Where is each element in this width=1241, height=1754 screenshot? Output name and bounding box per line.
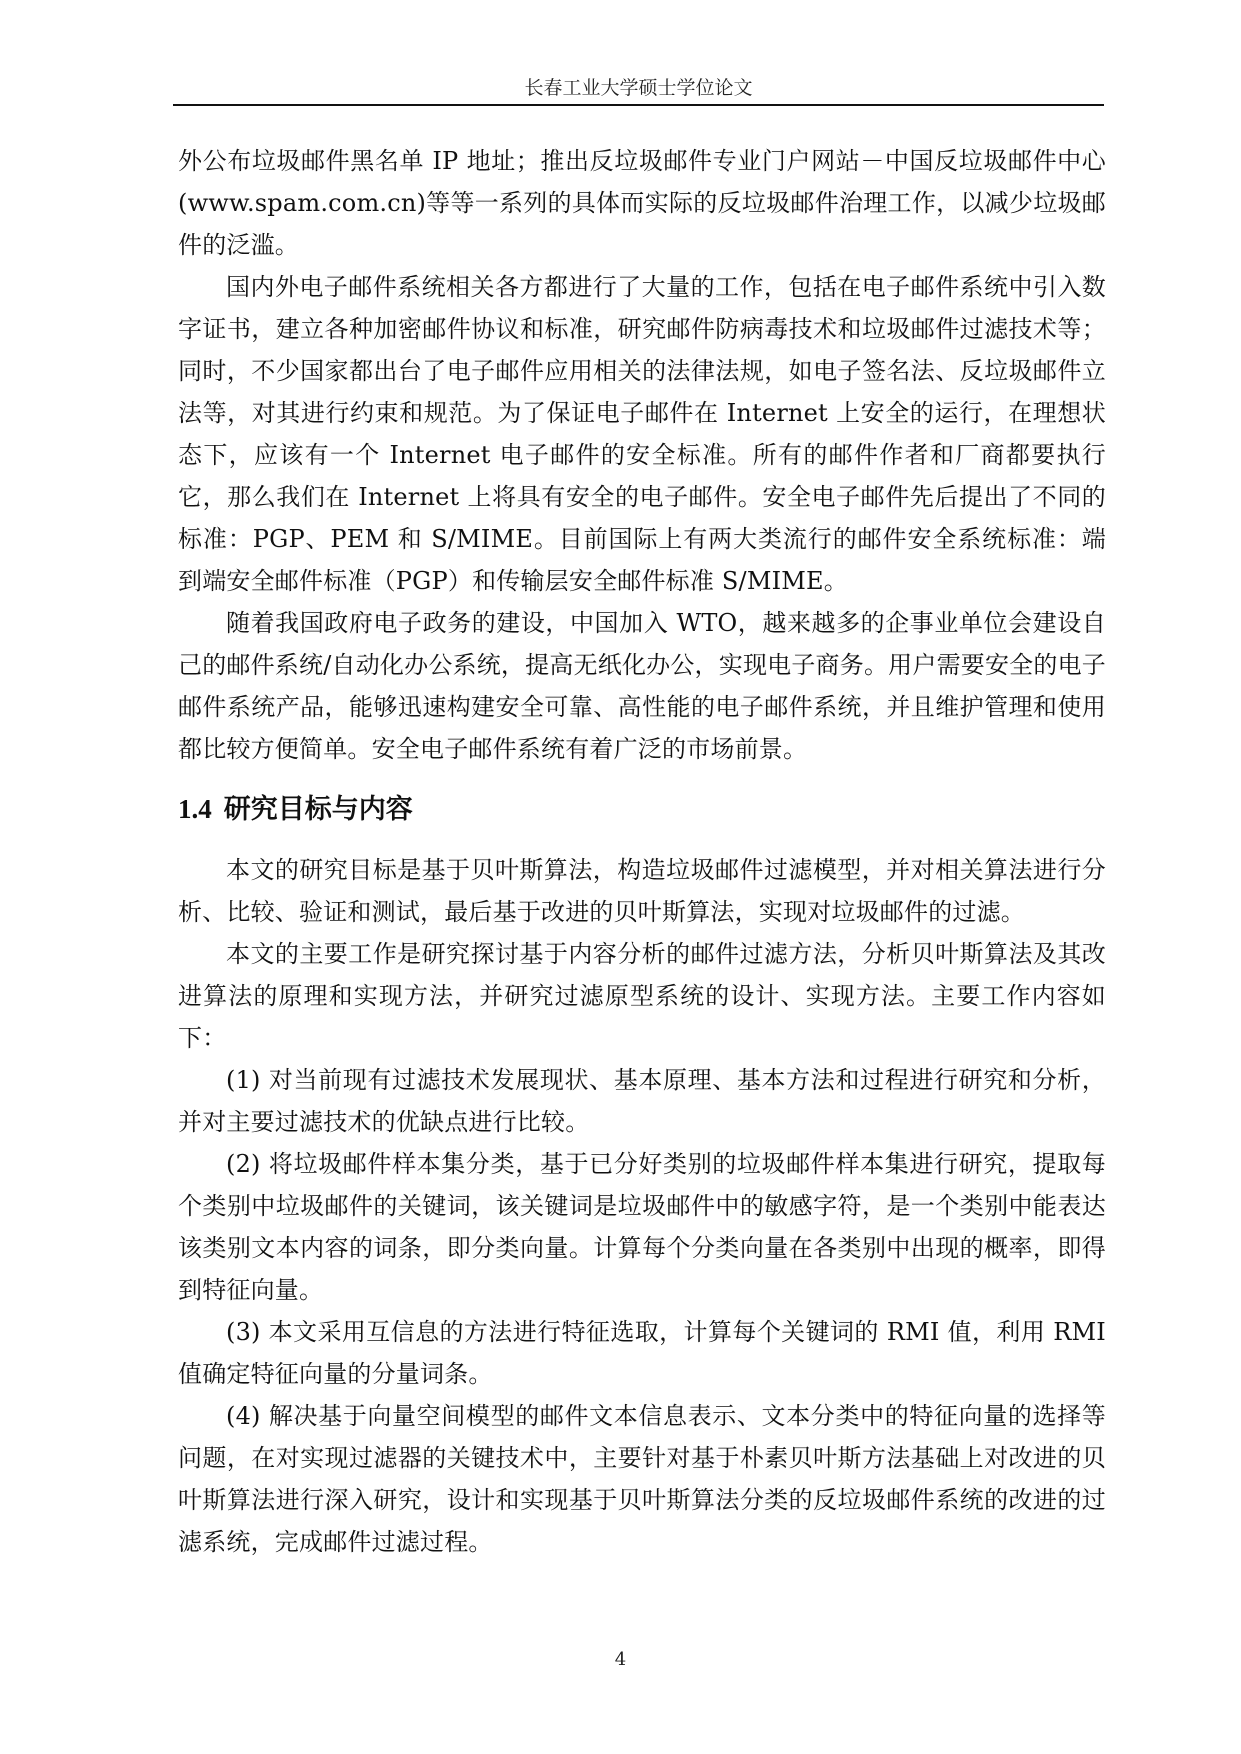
- section-title: 研究目标与内容: [223, 794, 413, 825]
- paragraph: 随着我国政府电子政务的建设，中国加入 WTO，越来越多的企事业单位会建设自己的邮件系统/自动化办公系统，提高无纸化办公，实现电子商务。用户需要安全的电子邮件系统产品，能够迅速构建安全可靠、高性能的电子邮件系统，并且维护管理和使用都比较方便简单。安全电子邮件系统有着广泛的市场前景。: [178, 609, 1106, 763]
- list-item-paragraph: (1) 对当前现有过滤技术发展现状、基本原理、基本方法和过程进行研究和分析，并对主要过滤技术的优缺点进行比较。: [178, 1066, 1106, 1136]
- list-item-paragraph: (4) 解决基于向量空间模型的邮件文本信息表示、文本分类中的特征向量的选择等问题，在对实现过滤器的关键技术中，主要针对基于朴素贝叶斯方法基础上对改进的贝叶斯算法进行深入研究，设计和实现基于贝叶斯算法分类的反垃圾邮件系统的改进的过滤系统，完成邮件过滤过程。: [178, 1402, 1106, 1556]
- paragraph-continuation: 外公布垃圾邮件黑名单 IP 地址；推出反垃圾邮件专业门户网站－中国反垃圾邮件中心(www.spam.com.cn)等等一系列的具体而实际的反垃圾邮件治理工作，以减少垃圾邮件的泛滥。: [178, 147, 1106, 259]
- section-number: 1.4: [178, 794, 212, 824]
- paragraph: 本文的主要工作是研究探讨基于内容分析的邮件过滤方法，分析贝叶斯算法及其改进算法的原理和实现方法，并研究过滤原型系统的设计、实现方法。主要工作内容如下：: [178, 940, 1106, 1052]
- running-header: 长春工业大学硕士学位论文: [524, 77, 753, 99]
- header-rule: [173, 104, 1104, 106]
- paragraph: 国内外电子邮件系统相关各方都进行了大量的工作，包括在电子邮件系统中引入数字证书，建立各种加密邮件协议和标准，研究邮件防病毒技术和垃圾邮件过滤技术等；同时，不少国家都出台了电子邮件应用相关的法律法规，如电子签名法、反垃圾邮件立法等，对其进行约束和规范。为了保证电子邮件在 Internet 上安全的运行，在理想状态下，应该有一个 Internet 电子邮件的安全标准。所有的邮件作者和厂商都要执行它，那么我们在 Internet 上将具有安全的电子邮件。安全电子邮件先后提出了不同的标准：PGP、PEM 和 S/MIME。目前国际上有两大类流行的邮件安全系统标准：端到端安全邮件标准（PGP）和传输层安全邮件标准 S/MIME。: [178, 273, 1106, 595]
- page-number: 4: [614, 1649, 627, 1670]
- list-item-paragraph: (3) 本文采用互信息的方法进行特征选取，计算每个关键词的 RMI 值，利用 RMI 值确定特征向量的分量词条。: [178, 1318, 1106, 1388]
- list-item-paragraph: (2) 将垃圾邮件样本集分类，基于已分好类别的垃圾邮件样本集进行研究，提取每个类别中垃圾邮件的关键词，该关键词是垃圾邮件中的敏感字符，是一个类别中能表达该类别文本内容的词条，即分类向量。计算每个分类向量在各类别中出现的概率，即得到特征向量。: [178, 1150, 1106, 1304]
- section-heading: [178, 788, 1106, 831]
- document-body: [178, 140, 1106, 1563]
- paragraph: 本文的研究目标是基于贝叶斯算法，构造垃圾邮件过滤模型，并对相关算法进行分析、比较、验证和测试，最后基于改进的贝叶斯算法，实现对垃圾邮件的过滤。: [178, 856, 1106, 926]
